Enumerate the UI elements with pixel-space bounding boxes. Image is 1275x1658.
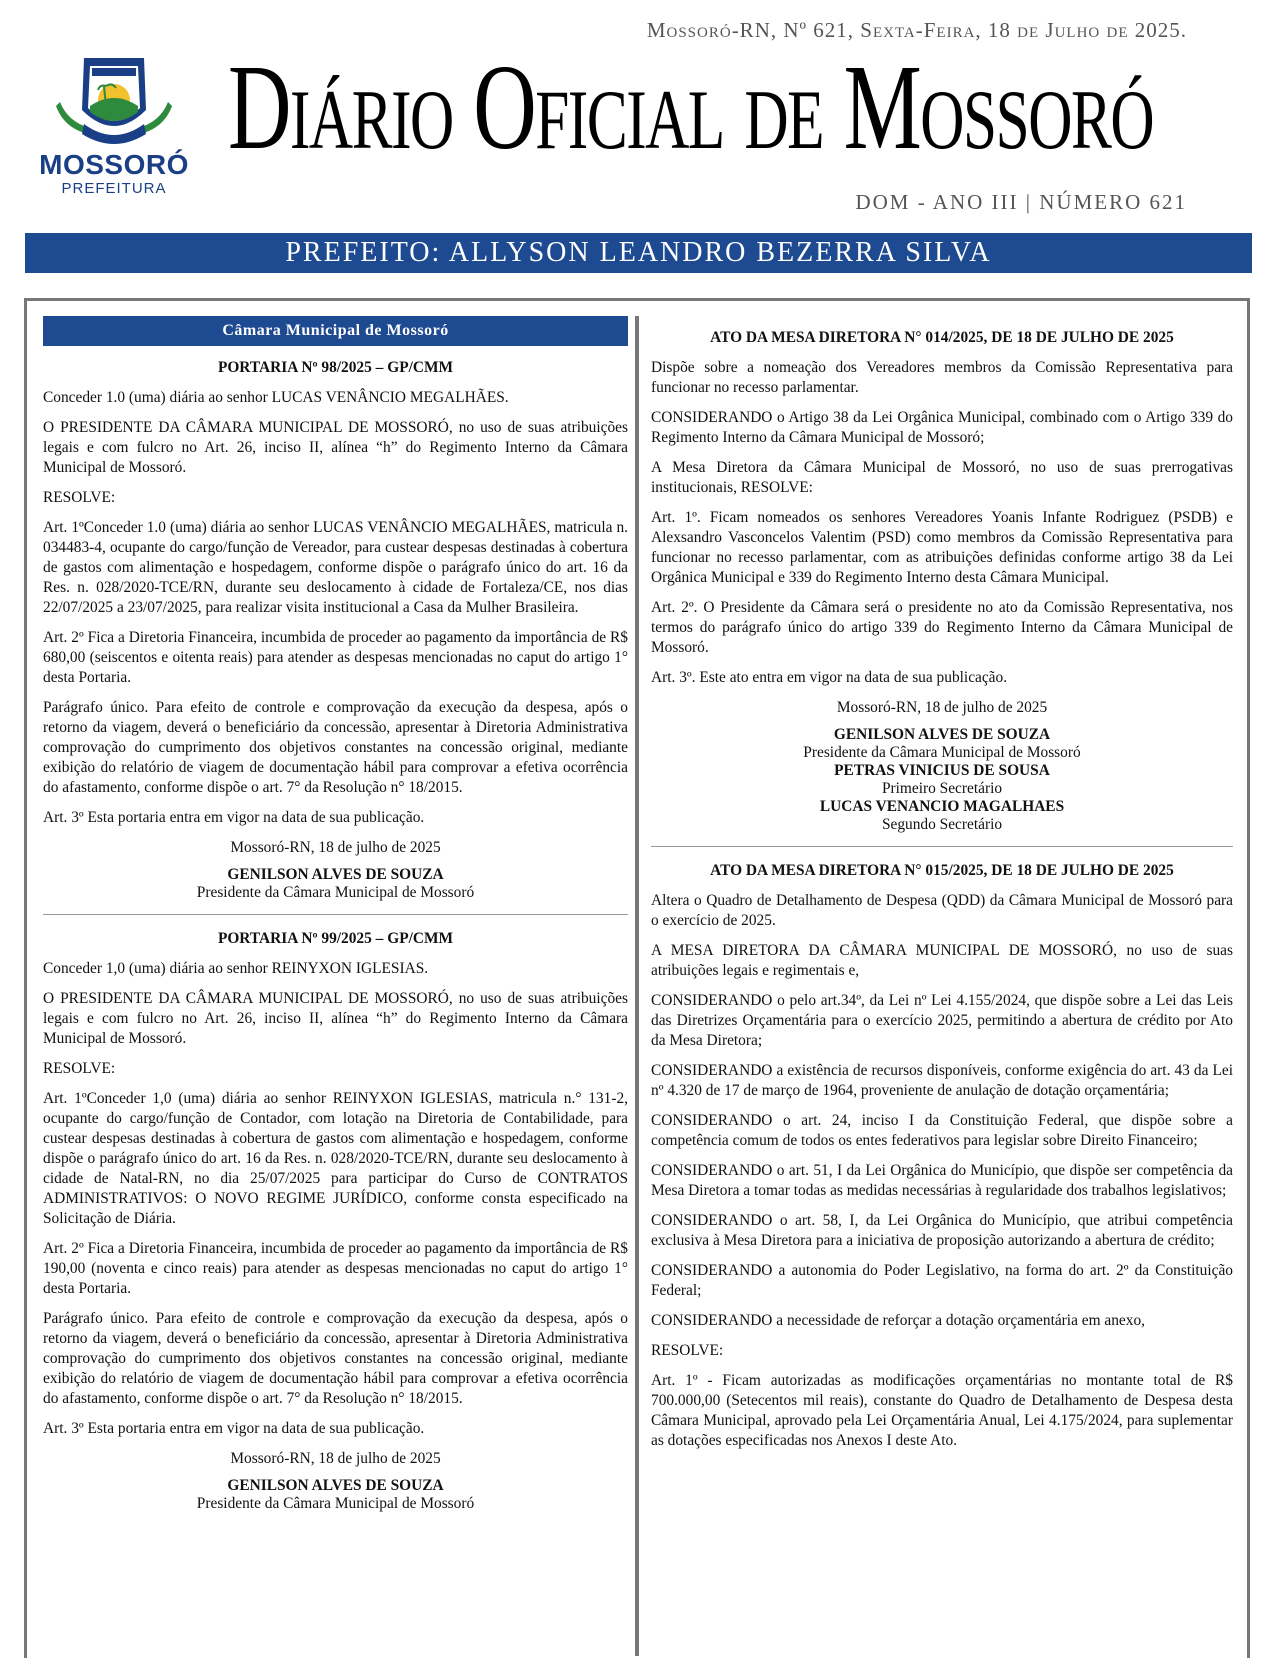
logo-brand: MOSSORÓ: [39, 149, 189, 180]
paragraph: RESOLVE:: [43, 489, 116, 506]
paragraph: Art. 1º. Ficam nomeados os senhores Vereadores Yoanis Infante Rodriguez (PSDB) e Alexsandro Vasconcelos Valentim (PSD) como membros da Comissão Representativa para funcionar no recesso parlamentar, com as atribuições definidas conforme artigo 38 da Lei Orgânica Municipal e 339 do Regimento Interno desta Câmara Municipal.: [651, 509, 1233, 586]
signatory-role: Primeiro Secretário: [881, 780, 1003, 797]
prefeitura-logo: [24, 50, 204, 200]
column-divider: [635, 316, 639, 1656]
paragraph: Art. 2º. O Presidente da Câmara será o presidente no ato da Comissão Representativa, nos termos do parágrafo único do artigo 339 do Regimento Interno da Câmara Municipal de Mossoró.: [651, 599, 1233, 656]
ato-014-title: ATO DA MESA DIRETORA N° 014/2025, DE 18 DE JULHO DE 2025: [710, 329, 1174, 346]
paragraph: Art. 3º. Este ato entra em vigor na data de sua publicação.: [651, 669, 1008, 686]
portaria-98-title: PORTARIA Nº 98/2025 – GP/CMM: [217, 359, 454, 376]
paragraph: Art. 3º Esta portaria entra em vigor na data de sua publicação.: [43, 809, 425, 826]
signatory-name: PETRAS VINICIUS DE SOUSA: [834, 762, 1050, 779]
issue-date: Mossoró-RN, Nº 621, Sexta-Feira, 18 de Julho de 2025.: [646, 18, 1187, 42]
paragraph: CONSIDERANDO o pelo art.34º, da Lei nº Lei 4.155/2024, que dispõe sobre a Lei das Leis das Diretrizes Orçamentária para o exercício 2025, permitindo a abertura de crédito por Ato da Mesa Diretora;: [651, 992, 1233, 1049]
signature-block: [43, 866, 628, 902]
ato-015-title: ATO DA MESA DIRETORA N° 015/2025, DE 18 DE JULHO DE 2025: [710, 862, 1174, 879]
edition-number: DOM - ANO III | NÚMERO 621: [855, 190, 1187, 214]
signatory-role: Presidente da Câmara Municipal de Mossoró: [196, 884, 475, 901]
section-header: Câmara Municipal de Mossoró: [43, 316, 628, 346]
portaria-99-title: PORTARIA Nº 99/2025 – GP/CMM: [217, 930, 454, 947]
separator: [43, 914, 628, 915]
paragraph: Conceder 1,0 (uma) diária ao senhor REINYXON IGLESIAS.: [43, 960, 429, 977]
logo-subtitle: PREFEITURA: [61, 180, 167, 197]
paragraph: Art. 1º - Ficam autorizadas as modificações orçamentárias no montante total de R$ 700.000,00 (Setecentos mil reais), constante do Quadro de Detalhamento de Despesa desta Câmara Municipal, aprovado pela Lei Orçamentária Anual, Lei 4.175/2024, para suplementar as dotações especificadas nos Anexos I deste Ato.: [651, 1372, 1233, 1449]
right-column: [651, 328, 1233, 1461]
paragraph: Altera o Quadro de Detalhamento de Despesa (QDD) da Câmara Municipal de Mossoró para o exercício de 2025.: [651, 892, 1233, 929]
place-date: Mossoró-RN, 18 de julho de 2025: [230, 839, 441, 856]
paragraph: CONSIDERANDO o art. 58, I, da Lei Orgânica do Município, que atribui competência exclusiva à Mesa Diretora para a iniciativa de proposição autorizando a abertura de crédito;: [651, 1212, 1233, 1249]
paragraph: Conceder 1.0 (uma) diária ao senhor LUCAS VENÂNCIO MEGALHÃES.: [43, 389, 509, 406]
signatory-name: GENILSON ALVES DE SOUZA: [227, 866, 444, 883]
separator: [651, 846, 1233, 847]
paragraph: Art. 2º Fica a Diretoria Financeira, incumbida de proceder ao pagamento da importância de R$ 190,00 (noventa e cinco reais) para atender as despesas mencionadas no caput do artigo 1° desta Portaria.: [43, 1240, 628, 1297]
signatory-role: Segundo Secretário: [881, 816, 1003, 833]
signature-block: [43, 1477, 628, 1513]
masthead-title: Diário Oficial de Mossoró: [228, 40, 1154, 175]
paragraph: CONSIDERANDO a autonomia do Poder Legislativo, na forma do art. 2º da Constituição Federal;: [651, 1262, 1233, 1299]
place-date: Mossoró-RN, 18 de julho de 2025: [230, 1450, 441, 1467]
paragraph: Parágrafo único. Para efeito de controle e comprovação da execução da despesa, após o retorno da viagem, deverá o beneficiário da concessão, apresentar à Diretoria Administrativa comprovação do cumprimento dos objetivos constantes na concessão original, mediante exibição do relatório de viagem de documentação hábil para comprovar a efetiva ocorrência do afastamento, conforme dispõe o art. 7° da Resolução n° 18/2015.: [43, 699, 628, 796]
mossoro-seal-icon: [54, 50, 174, 150]
paragraph: RESOLVE:: [651, 1342, 724, 1359]
paragraph: O PRESIDENTE DA CÂMARA MUNICIPAL DE MOSSORÓ, no uso de suas atribuições legais e com fulcro no Art. 26, inciso II, alínea “h” do Regimento Interno da Câmara Municipal de Mossoró.: [43, 990, 628, 1047]
ato-015: [651, 861, 1233, 1451]
ato-014: [651, 328, 1233, 834]
paragraph: A Mesa Diretora da Câmara Municipal de Mossoró, no uso de suas prerrogativas institucionais, RESOLVE:: [651, 459, 1233, 496]
signatory-role: Presidente da Câmara Municipal de Mossoró: [803, 744, 1081, 761]
paragraph: CONSIDERANDO a necessidade de reforçar a dotação orçamentária em anexo,: [651, 1312, 1145, 1329]
signature-block: [651, 726, 1233, 834]
paragraph: Parágrafo único. Para efeito de controle e comprovação da execução da despesa, após o retorno da viagem, deverá o beneficiário da concessão, apresentar à Diretoria Administrativa comprovação do cumprimento dos objetivos constantes na concessão original, mediante exibição do relatório de viagem de documentação hábil para comprovar a efetiva ocorrência do afastamento, conforme dispõe o art. 7° da Resolução n° 18/2015.: [43, 1310, 628, 1407]
paragraph: Art. 2º Fica a Diretoria Financeira, incumbida de proceder ao pagamento da importância de R$ 680,00 (seiscentos e oitenta reais) para atender as despesas mencionadas no caput do artigo 1° desta Portaria.: [43, 629, 628, 686]
signatory-role: Presidente da Câmara Municipal de Mossoró: [196, 1495, 475, 1512]
paragraph: Art. 1ºConceder 1,0 (uma) diária ao senhor REINYXON IGLESIAS, matricula n.° 131-2, ocupante do cargo/função de Contador, com lotação na Diretoria de Contabilidade, para custear despesas destinadas à cobertura de gastos com alimentação e hospedagem, conforme dispõe o parágrafo único do art. 16 da Res. n. 028/2020-TCE/RN, durante seu deslocamento à cidade de Natal-RN, no dia 25/07/2025 para participar do Curso de CONTRATOS ADMINISTRATIVOS: O NOVO REGIME JURÍDICO, conforme consta especificado na Solicitação de Diária.: [43, 1090, 628, 1227]
paragraph: CONSIDERANDO o Artigo 38 da Lei Orgânica Municipal, combinado com o Artigo 339 do Regimento Interno da Câmara Municipal de Mossoró;: [651, 409, 1233, 446]
paragraph: CONSIDERANDO o art. 24, inciso I da Constituição Federal, que dispõe sobre a competência comum de todos os entes federativos para legislar sobre Direito Financeiro;: [651, 1112, 1233, 1149]
left-column: [43, 316, 628, 1513]
paragraph: Dispõe sobre a nomeação dos Vereadores membros da Comissão Representativa para funcionar no recesso parlamentar.: [651, 359, 1233, 396]
signatory-name: GENILSON ALVES DE SOUZA: [227, 1477, 444, 1494]
paragraph: CONSIDERANDO o art. 51, I da Lei Orgânica do Município, que dispõe ser competência da Mesa Diretora a tomar todas as medidas necessárias à regularidade dos trabalhos legislativos;: [651, 1162, 1233, 1199]
paragraph: Art. 3º Esta portaria entra em vigor na data de sua publicação.: [43, 1420, 425, 1437]
portaria-99: [43, 929, 628, 1513]
paragraph: CONSIDERANDO a existência de recursos disponíveis, conforme exigência do art. 43 da Lei nº 4.320 de 17 de março de 1964, proveniente de anulação de dotação orçamentária;: [651, 1062, 1233, 1099]
place-date: Mossoró-RN, 18 de julho de 2025: [836, 699, 1048, 716]
mayor-banner: PREFEITO: ALLYSON LEANDRO BEZERRA SILVA: [25, 233, 1252, 273]
paragraph: Art. 1ºConceder 1.0 (uma) diária ao senhor LUCAS VENÂNCIO MEGALHÃES, matricula n. 034483-4, ocupante do cargo/função de Vereador, para custear despesas destinadas à cobertura de gastos com alimentação e hospedagem, conforme dispõe o parágrafo único do art. 16 da Res. n. 028/2020-TCE/RN, durante seu deslocamento à cidade de Fortaleza/CE, nos dias 22/07/2025 a 23/07/2025, para realizar visita institucional a Casa da Mulher Brasileira.: [43, 519, 628, 616]
signatory-name: GENILSON ALVES DE SOUZA: [833, 726, 1051, 743]
paragraph: RESOLVE:: [43, 1060, 116, 1077]
paragraph: A MESA DIRETORA DA CÂMARA MUNICIPAL DE MOSSORÓ, no uso de suas atribuições legais e regimentais e,: [651, 942, 1233, 979]
portaria-98: [43, 358, 628, 902]
paragraph: O PRESIDENTE DA CÂMARA MUNICIPAL DE MOSSORÓ, no uso de suas atribuições legais e com fulcro no Art. 26, inciso II, alínea “h” do Regimento Interno da Câmara Municipal de Mossoró.: [43, 419, 628, 476]
signatory-name: LUCAS VENANCIO MAGALHAES: [819, 798, 1065, 815]
